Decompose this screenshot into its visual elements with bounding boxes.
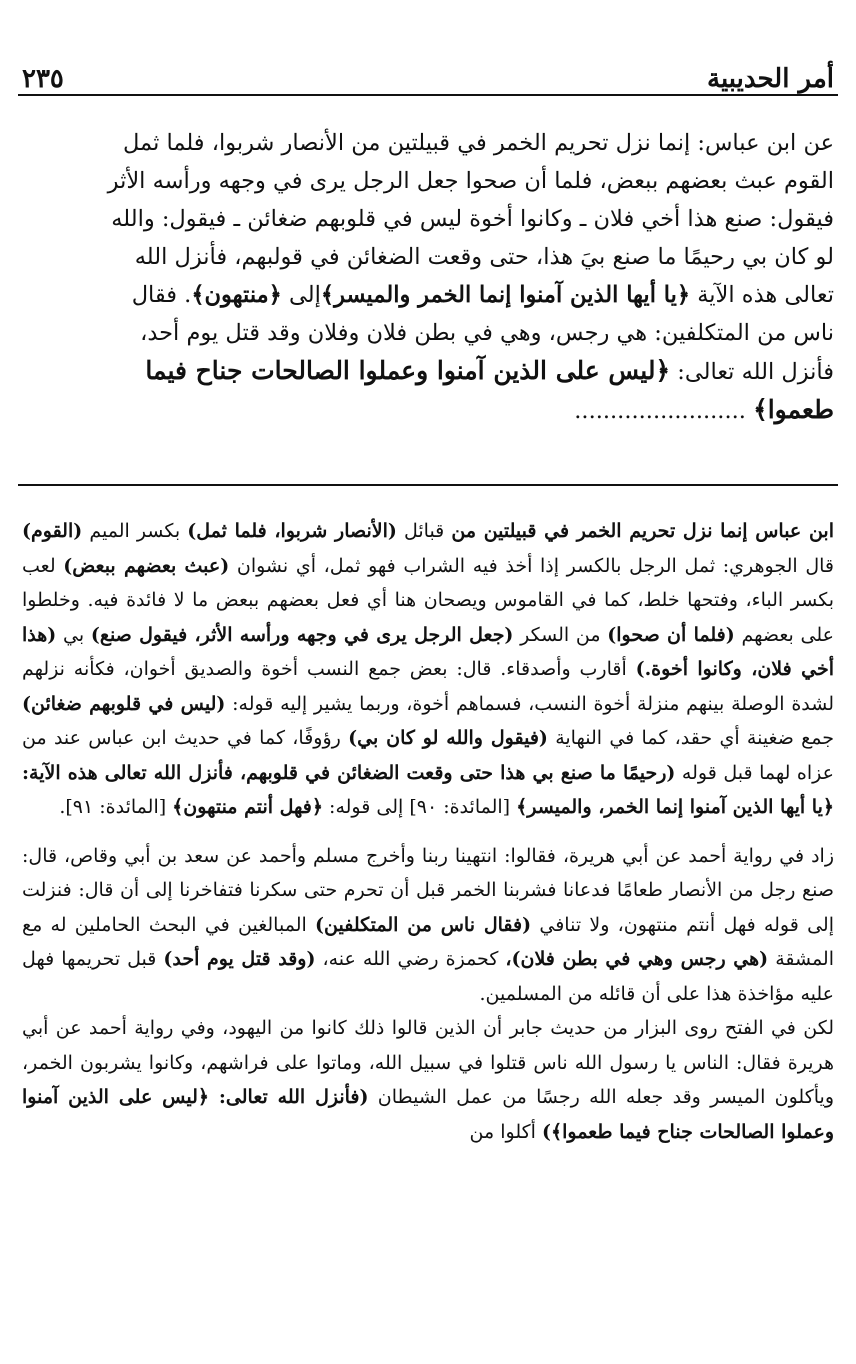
header-divider xyxy=(18,94,838,96)
matn-line: القوم عبث بعضهم ببعض، فلما أن صحوا جعل الرجل يرى في وجهه ورأسه الأثر xyxy=(107,168,834,194)
commentary-text: قبائل xyxy=(396,520,452,542)
quran-verse: طعموا﴾ xyxy=(753,395,834,424)
commentary-text: [المائدة: ٩٠] إلى قوله: xyxy=(323,796,517,818)
commentary-text: كحمزة رضي الله عنه، xyxy=(315,948,506,970)
commentary-text: زاد في رواية أحمد عن أبي هريرة، فقالوا: انتهينا ربنا وأخرج مسلم وأحمد عن سعد بن أبي وقاص، قال: صنع رجل من الأنصار طعامًا فدعانا فشربنا الخمر قبل أن تحرم حتى سكرنا فتفاخرنا إلى أن قال: فنزلت إلى قوله فهل أنتم منتهون، ولا تنافي xyxy=(22,844,834,936)
commentary-quote: (فلما أن صحوا) xyxy=(607,623,735,646)
commentary-quote: (عبث بعضهم ببعض) xyxy=(63,554,230,577)
commentary-quote: (فيقول والله لو كان بي) xyxy=(348,727,548,749)
commentary-text: بكسر الميم xyxy=(82,520,188,542)
commentary-text: [المائدة: ٩١]. xyxy=(59,796,173,818)
commentary-text: رؤوفًا، كما في حديث ابن عباس عند من عزاه لهما قبل قوله xyxy=(22,727,834,784)
commentary-paragraph xyxy=(22,514,834,825)
commentary-quote: (وقد قتل يوم أحد) xyxy=(163,948,316,970)
commentary-quote: (القوم) xyxy=(22,520,83,542)
commentary-quote: (هذا أخي فلان، وكانوا أخوة.) xyxy=(22,623,834,680)
quran-verse: ﴿يا أيها الذين آمنوا إنما الخمر والميسر﴾ xyxy=(320,282,691,308)
commentary-text: أقارب وأصدقاء. قال: بعض جمع النسب أخوة والصديق أخوان، فكأنه نزلهم لشدة الوصلة بينهم منزلة أخوة النسب، فسماهم أخوة، وربما يشير إليه قوله: xyxy=(22,658,834,715)
commentary-text: قبل تحريمها فهل عليه مؤاخذة هذا على أن قائله من المسلمين. xyxy=(22,948,834,1005)
commentary-text: جمع ضغينة أي حقد، كما في النهاية xyxy=(547,727,834,749)
matn-line: طعموا﴾ ........................ xyxy=(574,395,834,424)
quran-verse: ﴿منتهون﴾ xyxy=(191,282,282,308)
commentary-quote: (رحيمًا ما صنع بي هذا حتى وقعت الضغائن في قلوبهم، فأنزل الله تعالى هذه الآية: ﴿يا أيها الذين آمنوا إنما الخمر، والميسر﴾ xyxy=(22,761,834,818)
commentary-text: المبالغين في البحث الحاملين له مع المشقة xyxy=(22,913,834,970)
commentary-quote: (فقال ناس من المتكلفين) xyxy=(315,913,532,936)
commentary-quote: (فأنزل الله تعالى: ﴿ليس على الذين آمنوا وعملوا الصالحات جناح فيما طعموا﴾) xyxy=(22,1086,834,1143)
matn-line: ناس من المتكلفين: هي رجس، وهي في بطن فلان وفلان وقد قتل يوم أحد، xyxy=(140,320,834,346)
commentary xyxy=(22,514,834,1149)
commentary-text: أكلوا من xyxy=(469,1120,542,1143)
commentary-quote: (جعل الرجل يرى في وجهه ورأسه الأثر، فيقول صنع) xyxy=(90,623,514,646)
matn-line: عن ابن عباس: إنما نزل تحريم الخمر في قبيلتين من الأنصار شربوا، فلما ثمل xyxy=(123,130,834,156)
commentary-text: من السكر xyxy=(513,623,608,646)
commentary-text: بي xyxy=(56,623,91,646)
commentary-quote: ﴿فهل أنتم منتهون﴾ xyxy=(172,796,324,818)
running-title: أمر الحديبية xyxy=(707,64,834,94)
quran-verse: ﴿ليس على الذين آمنوا وعملوا الصالحات جناح فيما xyxy=(145,356,671,385)
commentary-quote: (هي رجس وهي في بطن فلان)، xyxy=(505,948,769,970)
page-header xyxy=(22,48,834,92)
matn-line: فأنزل الله تعالى: ﴿ليس على الذين آمنوا وعملوا الصالحات جناح فيما xyxy=(145,356,834,385)
matn-line: تعالى هذه الآية ﴿يا أيها الذين آمنوا إنما الخمر والميسر﴾إلى ﴿منتهون﴾. فقال xyxy=(131,282,834,308)
commentary-text: لعب بكسر الباء، وفتحها خلط، كما في القاموس ويصحان هنا أي فعل بعضهم ببعض ما لا فائدة فيه. وخلطوا على بعضهم xyxy=(22,554,834,646)
commentary-text: قال الجوهري: ثمل الرجل بالكسر إذا أخذ فيه الشراب فهو ثمل، أي نشوان xyxy=(229,554,835,577)
matn-line: لو كان بي رحيمًا ما صنع بيَ هذا، حتى وقعت الضغائن في قولبهم، فأنزل الله xyxy=(134,244,834,270)
commentary-divider xyxy=(18,484,838,486)
commentary-quote: (الأنصار شربوا، فلما ثمل) xyxy=(187,520,397,542)
commentary-paragraph xyxy=(22,1011,834,1149)
commentary-quote: (ليس في قلوبهم ضغائن) xyxy=(22,692,226,715)
page-number: ٢٣٥ xyxy=(22,64,64,94)
hadith-text xyxy=(22,124,834,430)
commentary-text: لكن في الفتح روى البزار من حديث جابر أن الذين قالوا ذلك كانوا من اليهود، وفي رواية أحمد عن أبي هريرة فقال: الناس يا رسول الله ناس قتلوا في سبيل الله، وماتوا على فراشهم، وكانوا يشربون الخمر، ويأكلون الميسر وقد جعله الله رجسًا من عمل الشيطان xyxy=(22,1017,834,1108)
matn-line: فيقول: صنع هذا أخي فلان ـ وكانوا أخوة ليس في قلوبهم ضغائن ـ فيقول: والله xyxy=(111,206,834,232)
commentary-quote: ابن عباس إنما نزل تحريم الخمر في قبيلتين من xyxy=(451,520,834,542)
commentary-paragraph xyxy=(22,839,834,1012)
